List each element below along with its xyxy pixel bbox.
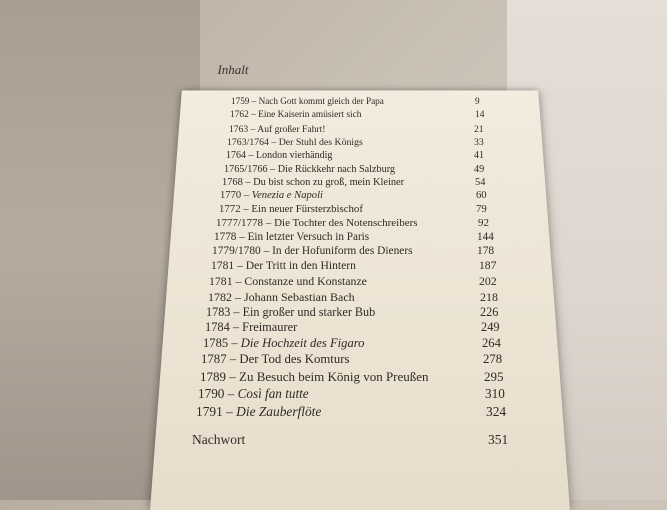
toc-entry-label [198, 386, 309, 402]
toc-entry-year: 1781 [209, 274, 233, 288]
toc-entry-separator: – [232, 274, 245, 288]
toc-entry-title: Die Hochzeit des Figaro [240, 336, 365, 350]
toc-entry-label [203, 336, 364, 351]
toc-entry-separator: – [226, 369, 239, 384]
toc-entry-label [214, 231, 369, 243]
toc-entry-page: 324 [486, 404, 507, 419]
toc-entry-separator: – [248, 110, 259, 120]
toc-entry-title: Du bist schon zu groß, mein Kleiner [253, 177, 405, 188]
toc-entry-year: 1784 [205, 320, 230, 334]
toc-entry-page: 33 [474, 137, 484, 148]
toc-entry-label [219, 203, 363, 215]
toc-entry-title: Auf großer Fahrt! [257, 124, 326, 135]
toc-title: Inhalt [217, 62, 249, 77]
toc-entry-page: 79 [476, 203, 487, 215]
toc-entry-year: 1789 [200, 369, 226, 384]
toc-entry-label [209, 274, 367, 289]
toc-entry-year: 1772 [219, 203, 241, 215]
toc-entry-year: 1782 [208, 290, 232, 304]
toc-entry-page: 14 [475, 110, 485, 120]
toc-entry-separator: – [248, 124, 258, 135]
toc-entry-page: 226 [480, 305, 499, 319]
toc-entry-separator: – [268, 137, 279, 148]
toc-entry-label [200, 369, 429, 385]
toc-entry-separator: – [226, 352, 240, 366]
toc-entry-label [230, 110, 361, 120]
toc-entry-separator: – [224, 386, 238, 401]
toc-entry-page: 41 [474, 150, 484, 161]
toc-entry-label [212, 245, 413, 257]
toc-entry-title: Die Tochter des Notenschreibers [274, 217, 418, 229]
toc-entry-year: 1763 [229, 124, 249, 135]
toc-entry-page: 21 [474, 124, 484, 135]
toc-entry-year: 1762 [230, 110, 249, 120]
toc-entry-title: London vierhändig [256, 150, 333, 161]
toc-entry-label [211, 259, 356, 272]
toc-entry-year: 1791 [196, 404, 223, 419]
toc-entry-page: 202 [479, 274, 497, 288]
toc-entry-page: 264 [482, 336, 501, 350]
toc-entry-label [220, 190, 323, 201]
toc-entry-title: Der Tod des Komturs [239, 352, 350, 366]
toc-entry-title: Zu Besuch beim König von Preußen [239, 369, 429, 384]
toc-entry-separator: – [241, 190, 252, 201]
toc-entry-separator: – [249, 96, 259, 106]
toc-entry-label [201, 352, 350, 367]
toc-entry-page: 178 [477, 245, 495, 257]
toc-entry-label [206, 305, 375, 320]
toc-entry-title: Nach Gott kommt gleich der Papa [258, 96, 384, 106]
afterword-label: Nachwort [192, 432, 246, 447]
toc-entry-title: Die Rückkehr nach Salzburg [277, 164, 395, 175]
toc-entry-year: 1785 [203, 336, 229, 350]
toc-entry-title: In der Hofuniform des Dieners [272, 245, 413, 257]
toc-entry-label [231, 96, 384, 106]
toc-entry-page: 218 [480, 290, 498, 304]
toc-entry-label [226, 150, 332, 161]
toc-entry-page: 187 [479, 259, 497, 272]
toc-entry-title: Ein großer und starker Bub [242, 305, 376, 319]
toc-entry-year: 1779/1780 [212, 245, 261, 257]
toc-entry-page: 310 [485, 386, 505, 401]
toc-entry-separator: – [263, 217, 275, 229]
toc-entry-page: 60 [476, 190, 487, 201]
toc-entry-separator: – [232, 290, 244, 304]
toc-entry-separator: – [236, 231, 248, 243]
toc-entry-page: 144 [477, 231, 494, 243]
toc-entry-page: 278 [483, 352, 503, 366]
toc-entry-year: 1770 [220, 190, 242, 201]
toc-entry-separator: – [222, 404, 237, 419]
toc-entry-separator: – [230, 305, 243, 319]
toc-entry-title: Ein neuer Fürsterzbischof [251, 203, 363, 215]
toc-entry-separator: – [228, 336, 241, 350]
toc-entry-year: 1777/1778 [216, 217, 264, 229]
toc-entry-label [208, 290, 355, 305]
toc-entry-year: 1768 [222, 177, 243, 188]
toc-entry-separator: – [229, 320, 243, 334]
toc-entry-page: 92 [478, 217, 489, 229]
toc-entry-title: Freimaurer [242, 320, 298, 334]
toc-entry-label [222, 177, 404, 188]
toc-entry-title: Constanze und Konstanze [244, 274, 367, 288]
toc-entry-year: 1763/1764 [227, 137, 269, 148]
toc-entry-separator: – [242, 177, 254, 188]
toc-entry-separator: – [260, 245, 273, 257]
toc-entry-separator: – [267, 164, 278, 175]
toc-entry-label [227, 137, 363, 148]
toc-entry-title: Die Zauberflöte [236, 404, 322, 419]
toc-entry-title: Venezia e Napoli [251, 190, 323, 201]
toc-entry-year: 1778 [214, 231, 237, 243]
toc-entry-label [229, 124, 325, 135]
afterword-page: 351 [488, 432, 509, 447]
toc-entry-title: Der Stuhl des Königs [278, 137, 363, 148]
toc-entry-page: 54 [475, 177, 486, 188]
toc-entry-title: Der Tritt in den Hintern [245, 259, 356, 272]
toc-entry-page: 249 [481, 320, 500, 334]
toc-entry-title: Johann Sebastian Bach [244, 290, 355, 304]
toc-entry-label [216, 217, 418, 229]
toc-entry-year: 1787 [201, 352, 227, 366]
toc-entry-page: 9 [475, 96, 480, 106]
toc-entry-year: 1765/1766 [224, 164, 268, 175]
toc-entry-separator: – [234, 259, 246, 272]
toc-entry-year: 1781 [211, 259, 235, 272]
toc-entry-label [224, 164, 395, 175]
toc-entry-year: 1764 [226, 150, 246, 161]
toc-entry-page: 49 [474, 164, 485, 175]
toc-entry-separator: – [240, 203, 252, 215]
toc-entry-title: Eine Kaiserin amüsiert sich [258, 110, 362, 120]
toc-entry-label [196, 404, 321, 420]
toc-entry-page: 295 [484, 369, 504, 384]
toc-entry-title: Ein letzter Versuch in Paris [247, 231, 370, 243]
toc-entry-label [205, 320, 297, 335]
toc-entry-year: 1759 [231, 96, 250, 106]
toc-entry-title: Così fan tutte [237, 386, 309, 401]
toc-entry-year: 1783 [206, 305, 231, 319]
toc-entry-year: 1790 [198, 386, 225, 401]
toc-entry-separator: – [246, 150, 256, 161]
